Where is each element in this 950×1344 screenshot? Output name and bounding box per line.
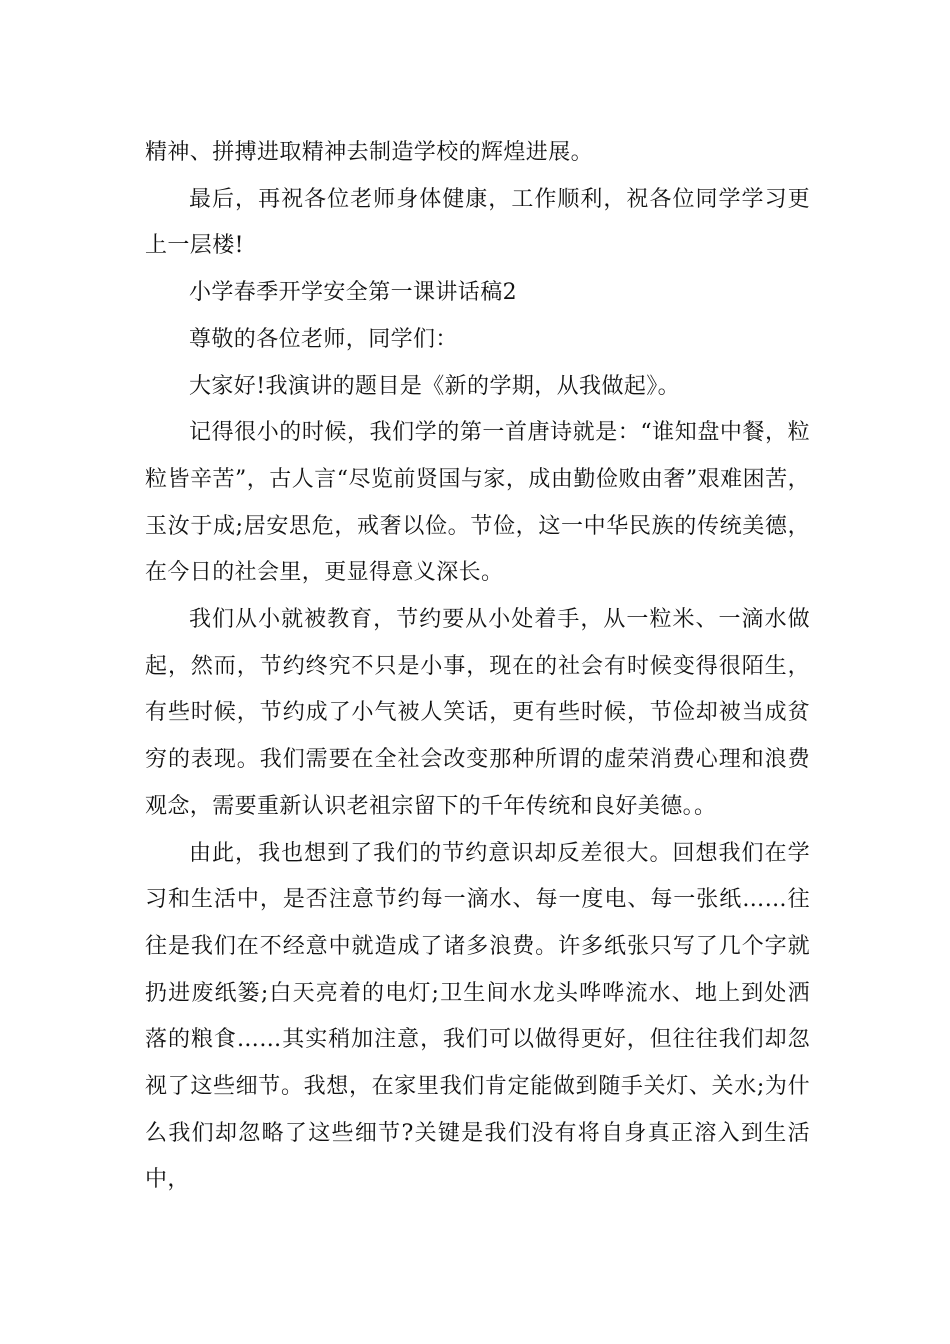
document-body: [145, 130, 810, 1204]
paragraph-continuation: 精神、拼搏进取精神去制造学校的辉煌进展。: [145, 140, 594, 165]
section-title: 小学春季开学安全第一课讲话稿2: [189, 280, 517, 306]
paragraph-greeting: 大家好!我演讲的题目是《新的学期，从我做起》。: [189, 373, 681, 399]
salutation: 尊敬的各位老师，同学们：: [189, 326, 458, 352]
paragraph-body: 记得很小的时候，我们学的第一首唐诗就是：“谁知盘中餐，粒粒皆辛苦”，古人言“尽览前贤国与家，成由勤俭败由奢”艰难困苦，玉汝于成;居安思危，戒奢以俭。节俭，这一中华民族的传统美德，在今日的社会里，更显得意义深长。: [145, 420, 810, 586]
paragraph-body: 我们从小就被教育，节约要从小处着手，从一粒米、一滴水做起，然而，节约终究不只是小事，现在的社会有时候变得很陌生，有些时候，节约成了小气被人笑话，更有些时候，节俭却被当成贫穷的表现。我们需要在全社会改变那种所谓的虚荣消费心理和浪费观念，需要重新认识老祖宗留下的千年传统和良好美德。。: [145, 607, 810, 819]
paragraph-body: 由此，我也想到了我们的节约意识却反差很大。回想我们在学习和生活中，是否注意节约每一滴水、每一度电、每一张纸……往往是我们在不经意中就造成了诸多浪费。许多纸张只写了几个字就扔进废纸篓;白天亮着的电灯;卫生间水龙头哗哗流水、地上到处洒落的粮食……其实稍加注意，我们可以做得更好，但往往我们却忽视了这些细节。我想，在家里我们肯定能做到随手关灯、关水;为什么我们却忽略了这些细节?关键是我们没有将自身真正溶入到生活中，: [145, 840, 810, 1193]
paragraph-closing-wishes: 最后，再祝各位老师身体健康，工作顺利，祝各位同学学习更上一层楼!: [145, 186, 810, 259]
